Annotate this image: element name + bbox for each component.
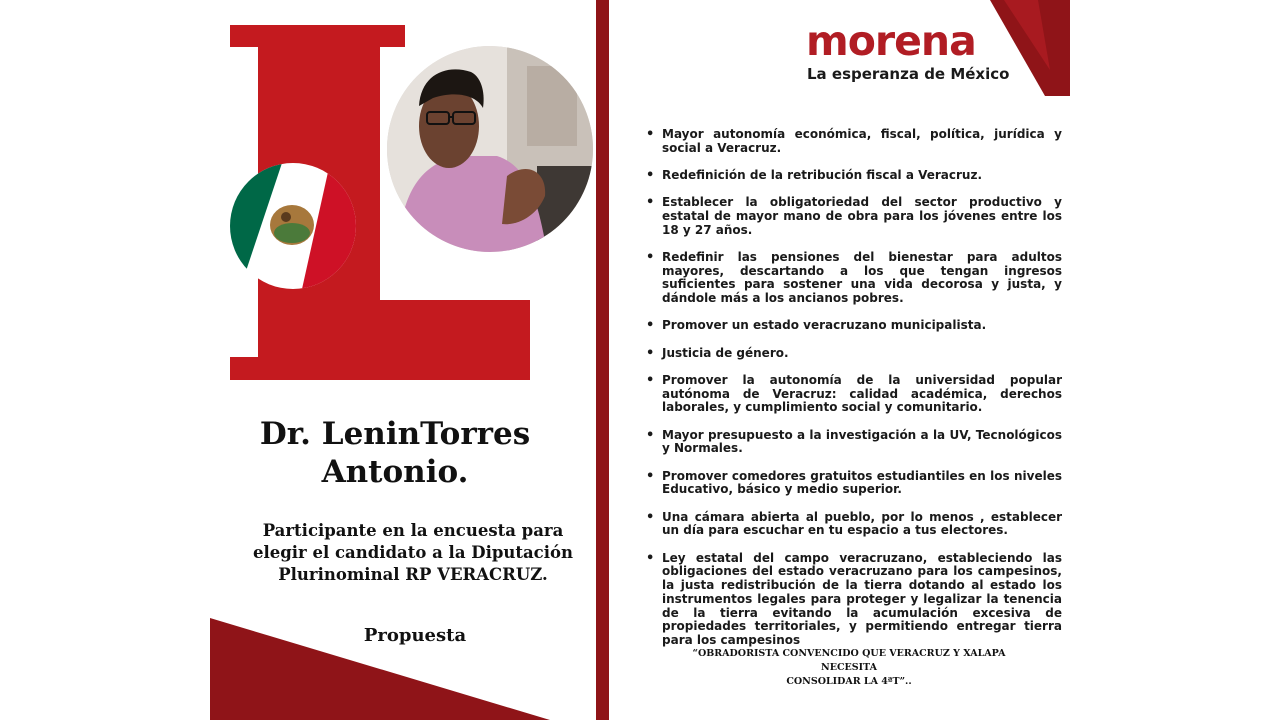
corner-triangle-decoration — [210, 618, 596, 720]
left-panel — [210, 0, 596, 720]
footer-quote-line-1: “OBRADORISTA CONVENCIDO QUE VERACRUZ Y XALAPA NECESITA — [692, 648, 1006, 673]
proposal-item: • Justicia de género. — [662, 347, 1062, 361]
proposal-item: • Redefinición de la retribución fiscal a Veracruz. — [662, 169, 1062, 183]
logo-tagline: La esperanza de México — [807, 65, 1010, 83]
proposal-item: • Mayor autonomía económica, fiscal, política, jurídica y social a Veracruz. — [662, 128, 1062, 155]
proposal-item: • Mayor presupuesto a la investigación a la UV, Tecnológicos y Normales. — [662, 429, 1062, 456]
proposal-list — [645, 128, 1062, 661]
proposal-item: • Ley estatal del campo veracruzano, estableciendo las obligaciones del estado veracruzano para los campesinos, la justa redistribución de la tierra dotando al estado los instrumentos legales para proteger y legalizar la tenencia de la tierra evitando la acumulación excesiva de propiedades territoriales, y permitiendo entregar tierra para los campesinos — [662, 552, 1062, 648]
proposal-item: • Redefinir las pensiones del bienestar para adultos mayores, descartando a los que tengan ingresos suficientes para sostener una vida decorosa y justa, y dándole más a los ancianos pobres. — [662, 251, 1062, 306]
logo-wordmark: morena — [806, 17, 976, 65]
description-line-1: Participante en la encuesta para — [262, 521, 564, 540]
propuesta-label: Propuesta — [363, 625, 467, 646]
candidate-portrait-icon — [387, 46, 593, 252]
proposal-item: • Promover comedores gratuitos estudiantiles en los niveles Educativo, básico y medio superior. — [662, 470, 1062, 497]
candidate-name-line-1: Dr. LeninTorres — [259, 416, 531, 452]
description-line-2: elegir el candidato a la Diputación — [252, 543, 574, 562]
candidate-photo — [387, 46, 593, 252]
divider-bar — [596, 0, 609, 720]
description-line-3: Plurinominal RP VERACRUZ. — [278, 565, 548, 584]
morena-logo — [794, 0, 1070, 96]
candidate-name — [210, 415, 580, 491]
proposal-item: • Una cámara abierta al pueblo, por lo menos , establecer un día para escuchar en tu espacio a tus electores. — [662, 511, 1062, 538]
proposal-item: • Promover un estado veracruzano municipalista. — [662, 319, 1062, 333]
footer-quote-line-2: CONSOLIDAR LA 4ªT”.. — [786, 676, 912, 687]
proposal-item: • Establecer la obligatoriedad del sector productivo y estatal de mayor mano de obra para los jóvenes entre los 18 y 27 años. — [662, 196, 1062, 237]
logo-corner-triangle-icon — [990, 0, 1070, 96]
footer-quote — [664, 647, 1034, 689]
candidate-name-line-2: Antonio. — [321, 454, 469, 490]
mexico-flag-icon — [230, 163, 356, 289]
proposal-item: • Promover la autonomía de la universidad popular autónoma de Veracruz: calidad académica, derechos laborales, y cumplimiento social y comunitario. — [662, 374, 1062, 415]
candidate-description — [240, 520, 586, 586]
right-panel — [609, 0, 1070, 720]
